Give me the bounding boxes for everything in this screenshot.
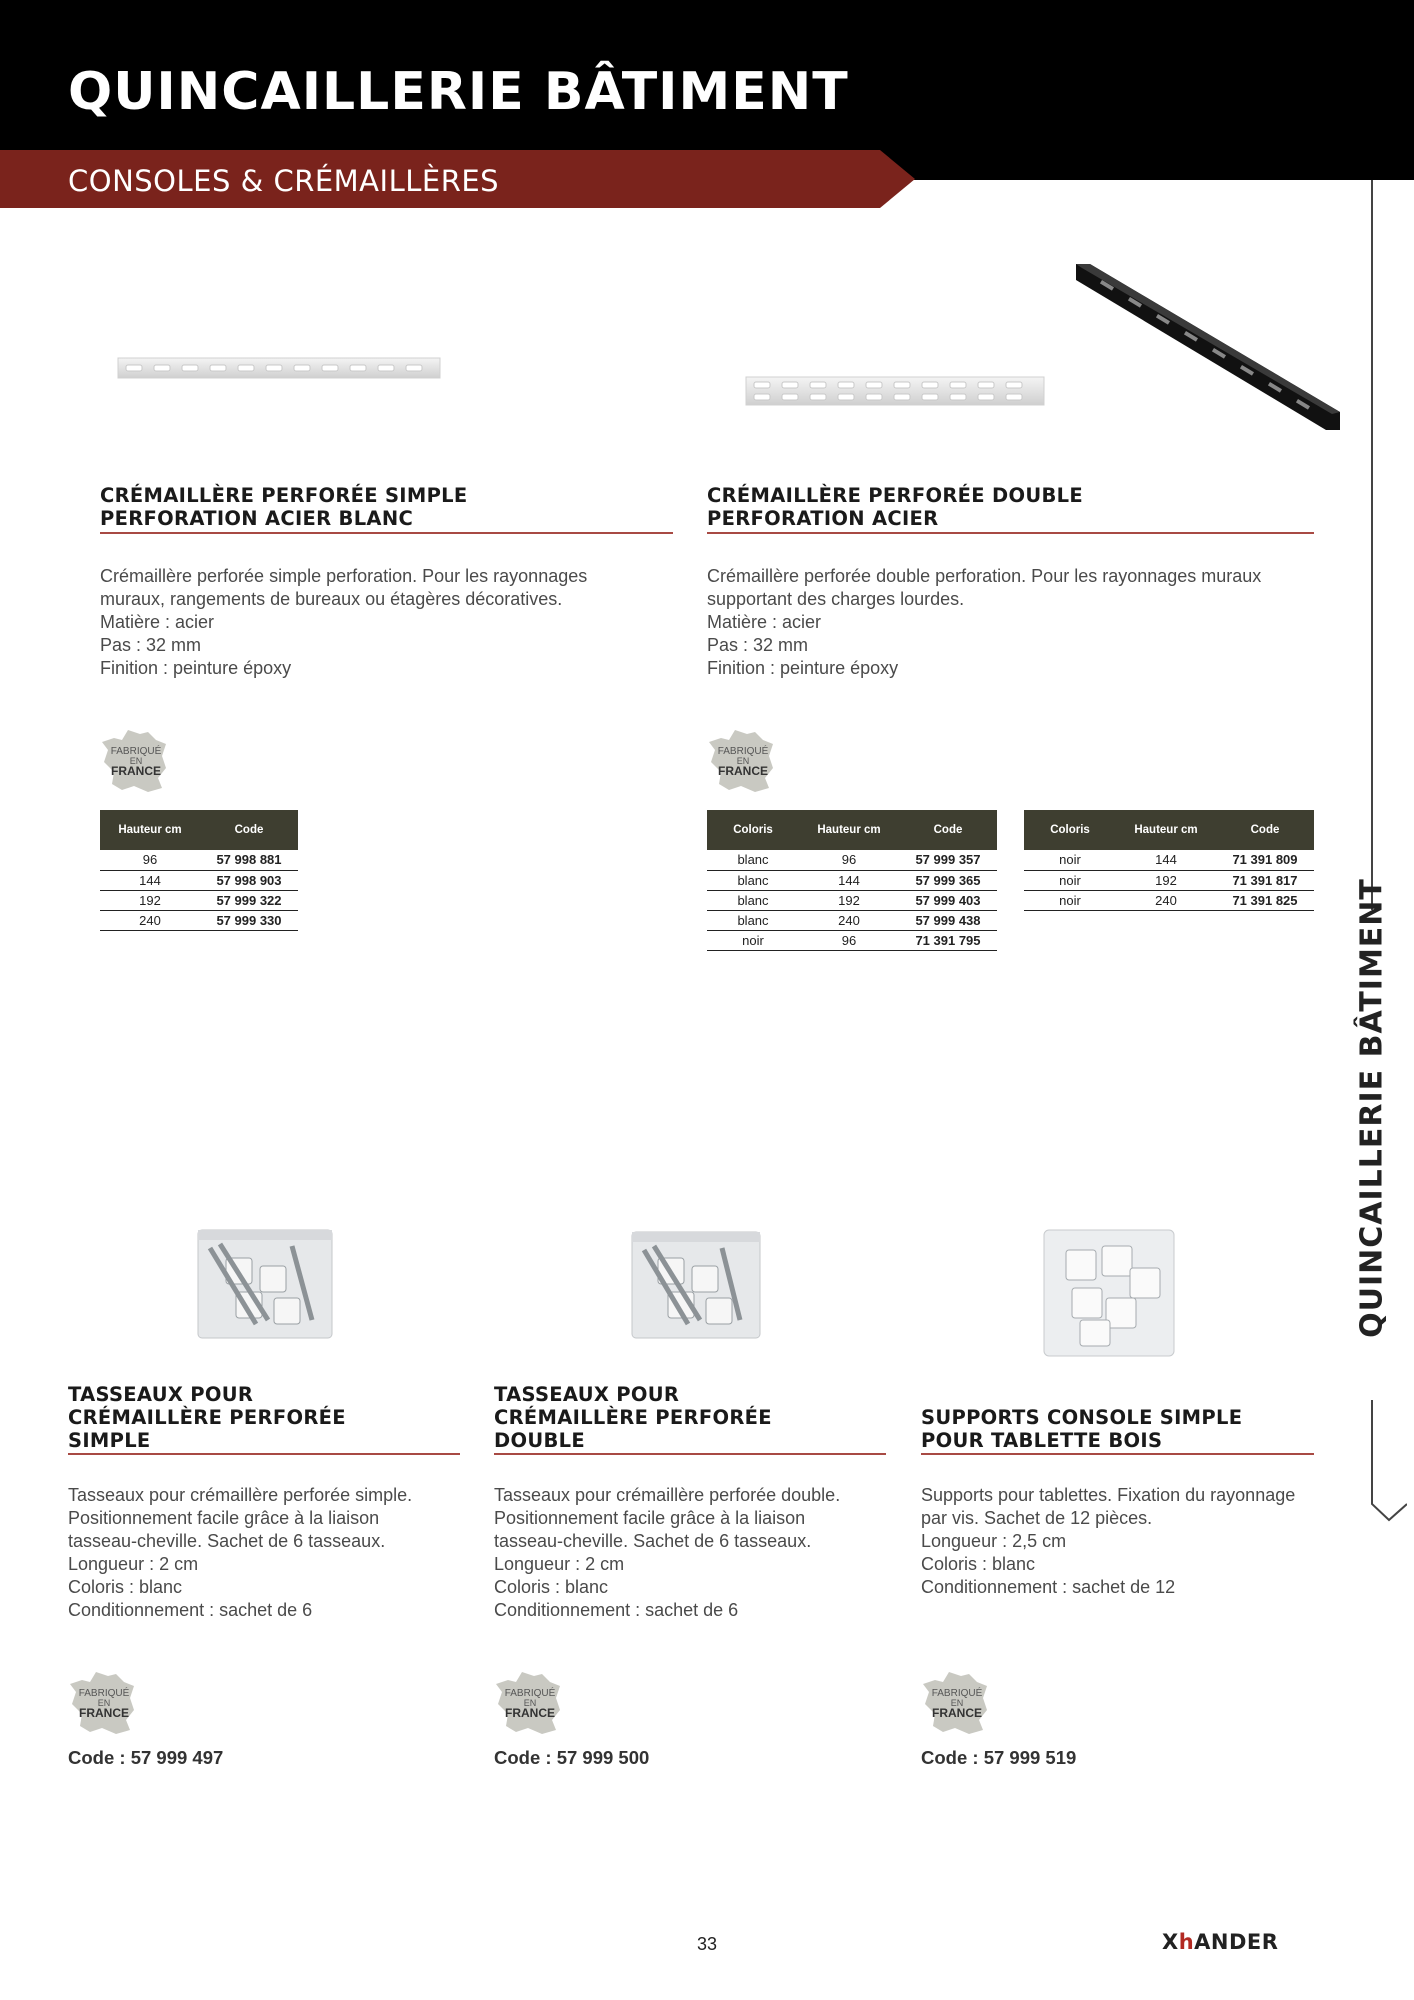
table-header: Code [200, 810, 298, 850]
made-in-france-badge: FABRIQUÉ EN FRANCE [68, 1670, 140, 1736]
table-row: noir 96 71 391 795 [707, 930, 997, 950]
table-header: Hauteur cm [799, 810, 899, 850]
table-header: Coloris [1024, 810, 1116, 850]
title-underline [100, 532, 673, 534]
table-row: 96 57 998 881 [100, 850, 298, 870]
table-row: 240 57 999 330 [100, 910, 298, 930]
product-image-bag-supports [1042, 1228, 1176, 1358]
spec-table [707, 810, 997, 951]
table-row: noir 144 71 391 809 [1024, 850, 1314, 870]
table-header: Hauteur cm [1116, 810, 1216, 850]
product-code: Code : 57 999 500 [494, 1747, 650, 1768]
made-in-france-badge: FABRIQUÉ EN FRANCE [494, 1670, 566, 1736]
title-underline [921, 1453, 1314, 1455]
chevron-down-icon [1371, 1486, 1407, 1522]
product-image-bag-double [630, 1230, 762, 1340]
product-description: Tasseaux pour crémaillère perforée simple. Positionnement facile grâce à la liaison tasseau-cheville. Sachet de 6 tasseaux. Longueur : 2 cm Coloris : blanc Conditionnement : sachet de 6 [68, 1485, 413, 1620]
page-number: 33 [696, 1934, 718, 1954]
made-in-france-badge: FABRIQUÉ EN FRANCE [707, 728, 779, 794]
product-title: TASSEAUX POUR CRÉMAILLÈRE PERFORÉE SIMPLE [68, 1383, 346, 1452]
table-row: blanc 240 57 999 438 [707, 910, 997, 930]
product-description: Crémaillère perforée simple perforation. Pour les rayonnages muraux, rangements de bureaux ou étagères décoratives. Matière : acier Pas : 32 mm Finition : peinture époxy [100, 566, 588, 678]
spec-table [1024, 810, 1314, 911]
product-title: TASSEAUX POUR CRÉMAILLÈRE PERFORÉE DOUBLE [494, 1383, 772, 1452]
table-row: blanc 144 57 999 365 [707, 870, 997, 890]
product-image-rail-white [116, 354, 442, 384]
product-code: Code : 57 999 497 [68, 1747, 224, 1768]
title-underline [68, 1453, 460, 1455]
table-row: blanc 96 57 999 357 [707, 850, 997, 870]
product-title: SUPPORTS CONSOLE SIMPLE POUR TABLETTE BOIS [921, 1406, 1243, 1452]
made-in-france-badge: FABRIQUÉ EN FRANCE [921, 1670, 993, 1736]
title-underline [494, 1453, 886, 1455]
product-description: Tasseaux pour crémaillère perforée double. Positionnement facile grâce à la liaison tasseau-cheville. Sachet de 6 tasseaux. Longueur : 2 cm Coloris : blanc Conditionnement : sachet de 6 [494, 1485, 841, 1620]
brand-logo: XhANDER [1162, 1930, 1279, 1954]
table-row: 144 57 998 903 [100, 870, 298, 890]
table-row: noir 192 71 391 817 [1024, 870, 1314, 890]
product-image-bag-simple [196, 1228, 334, 1340]
section-subtitle: CONSOLES & CRÉMAILLÈRES [68, 164, 500, 198]
product-code: Code : 57 999 519 [921, 1747, 1077, 1768]
table-header: Code [899, 810, 997, 850]
product-image-rail-double-white [744, 374, 1046, 408]
product-description: Crémaillère perforée double perforation. Pour les rayonnages muraux supportant des charges lourdes. Matière : acier Pas : 32 mm Finition : peinture époxy [707, 566, 1262, 678]
side-divider [1371, 1400, 1373, 1490]
side-tab-label: QUINCAILLERIE BÂTIMENT [1354, 878, 1390, 1338]
product-title: CRÉMAILLÈRE PERFORÉE DOUBLE PERFORATION ACIER [707, 484, 1083, 530]
table-row: blanc 192 57 999 403 [707, 890, 997, 910]
title-underline [707, 532, 1314, 534]
spec-table [100, 810, 298, 931]
made-in-france-badge: FABRIQUÉ EN FRANCE [100, 728, 172, 794]
table-header: Code [1216, 810, 1314, 850]
product-image-rail-black [1072, 262, 1342, 434]
side-divider [1371, 180, 1373, 910]
page-title: QUINCAILLERIE BÂTIMENT [68, 62, 849, 122]
product-description: Supports pour tablettes. Fixation du rayonnage par vis. Sachet de 12 pièces. Longueur : 2,5 cm Coloris : blanc Conditionnement : sachet de 12 [921, 1485, 1296, 1597]
table-row: noir 240 71 391 825 [1024, 890, 1314, 910]
table-header: Hauteur cm [100, 810, 200, 850]
product-title: CRÉMAILLÈRE PERFORÉE SIMPLE PERFORATION ACIER BLANC [100, 484, 468, 530]
table-row: 192 57 999 322 [100, 890, 298, 910]
table-header: Coloris [707, 810, 799, 850]
